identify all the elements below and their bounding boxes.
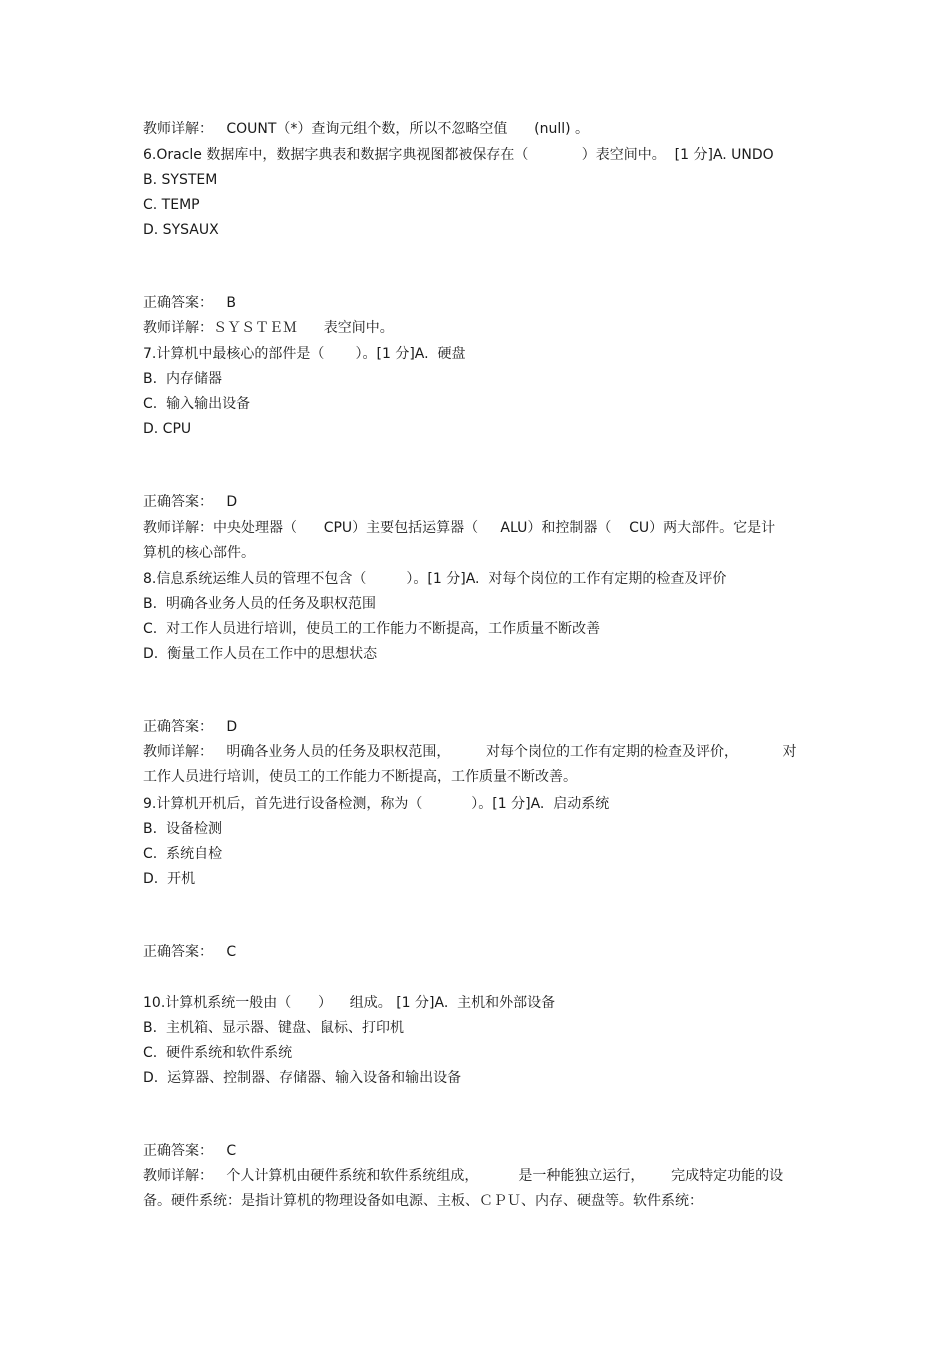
question-7-stem: 7.计算机中最核心的部件是（ ）。[1 分]A. 硬盘 xyxy=(143,346,466,362)
question-9-option-c: C. 系统自检 xyxy=(143,846,223,862)
question-7-explanation-line-2: 算机的核心部件。 xyxy=(143,545,255,561)
question-10-answer: 正确答案： C xyxy=(143,1143,237,1159)
question-7-answer: 正确答案： D xyxy=(143,494,238,510)
question-8-option-c: C. 对工作人员进行培训，使员工的工作能力不断提高，工作质量不断改善 xyxy=(143,621,601,637)
question-6-stem: 6.Oracle 数据库中，数据字典表和数据字典视图都被保存在（ ）表空间中。 [1 分]A. UNDO xyxy=(143,147,774,163)
question-6-explanation: 教师详解：ＳＹＳＴＥＭ 表空间中。 xyxy=(143,320,394,336)
question-9-answer: 正确答案： C xyxy=(143,944,237,960)
question-6-option-c: C. TEMP xyxy=(143,197,200,213)
question-10-explanation-line-2: 备。硬件系统：是指计算机的物理设备如电源、主板、ＣＰＵ、内存、硬盘等。软件系统： xyxy=(143,1193,703,1209)
question-6-option-b: B. SYSTEM xyxy=(143,172,218,188)
question-8-explanation-line-1: 教师详解： 明确各业务人员的任务及职权范围， 对每个岗位的工作有定期的检查及评价， 对 xyxy=(143,744,797,760)
question-10-option-b: B. 主机箱、显示器、键盘、鼠标、打印机 xyxy=(143,1020,404,1036)
question-10-option-c: C. 硬件系统和软件系统 xyxy=(143,1045,293,1061)
question-8-stem: 8.信息系统运维人员的管理不包含（ ）。[1 分]A. 对每个岗位的工作有定期的检查及评价 xyxy=(143,571,727,587)
question-7-option-c: C. 输入输出设备 xyxy=(143,396,251,412)
question-6-option-d: D. SYSAUX xyxy=(143,222,219,238)
question-9-option-d: D. 开机 xyxy=(143,871,196,887)
question-6-answer: 正确答案： B xyxy=(143,295,236,311)
question-10-option-d: D. 运算器、控制器、存储器、输入设备和输出设备 xyxy=(143,1070,462,1086)
question-10-explanation-line-1: 教师详解： 个人计算机由硬件系统和软件系统组成， 是一种能独立运行， 完成特定功能的设 xyxy=(143,1168,784,1184)
question-9-stem: 9.计算机开机后，首先进行设备检测，称为（ ）。[1 分]A. 启动系统 xyxy=(143,796,610,812)
question-7-explanation-line-1: 教师详解：中央处理器（ CPU）主要包括运算器（ ALU）和控制器（ CU）两大部件。它是计 xyxy=(143,520,776,536)
question-8-answer: 正确答案： D xyxy=(143,719,238,735)
question-8-option-b: B. 明确各业务人员的任务及职权范围 xyxy=(143,596,376,612)
question-7-option-d: D. CPU xyxy=(143,421,192,437)
question-8-option-d: D. 衡量工作人员在工作中的思想状态 xyxy=(143,646,378,662)
teacher-explanation-q5: 教师详解： COUNT（*）查询元组个数，所以不忽略空值 (null) 。 xyxy=(143,121,590,137)
question-9-option-b: B. 设备检测 xyxy=(143,821,222,837)
question-8-explanation-line-2: 工作人员进行培训，使员工的工作能力不断提高，工作质量不断改善。 xyxy=(143,769,577,785)
question-10-stem: 10.计算机系统一般由（ ） 组成。 [1 分]A. 主机和外部设备 xyxy=(143,995,556,1011)
question-7-option-b: B. 内存储器 xyxy=(143,371,222,387)
